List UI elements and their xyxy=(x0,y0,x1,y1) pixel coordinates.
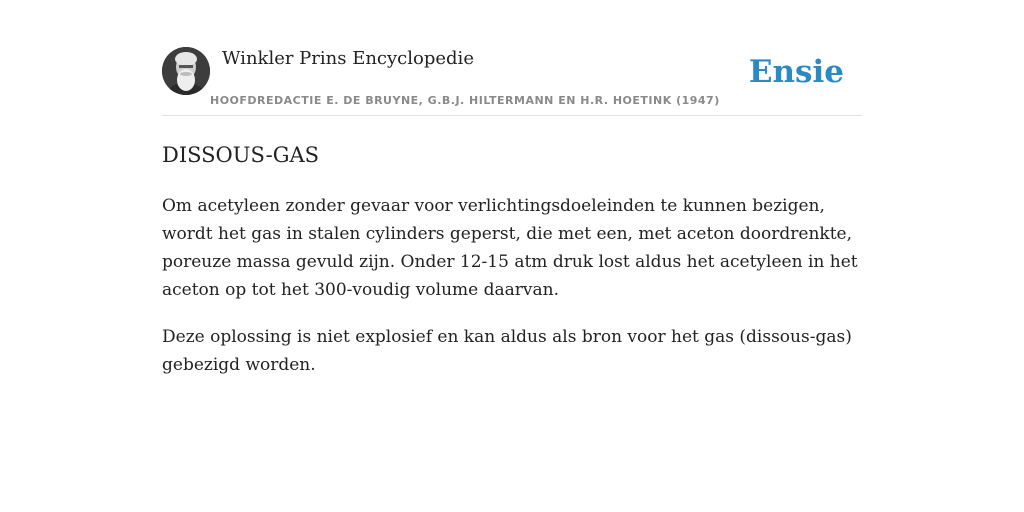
source-editors: HOOFDREDACTIE E. DE BRUYNE, G.B.J. HILTERMANN EN H.R. HOETINK (1947) xyxy=(210,94,720,107)
source-header xyxy=(162,44,862,116)
author-avatar[interactable] xyxy=(162,47,210,95)
bearded-man-portrait-icon xyxy=(162,47,210,95)
entry-paragraph: Om acetyleen zonder gevaar voor verlichtingsdoeleinden te kunnen bezigen, wordt het gas in stalen cylinders geperst, die met een, met aceton doordrenkte, poreuze massa gevuld zijn. Onder 12-15 atm druk lost aldus het acetyleen in het aceton op tot het 300-voudig volume daarvan. xyxy=(162,196,858,300)
entry-content xyxy=(162,192,862,398)
source-title-link[interactable]: Winkler Prins Encyclopedie xyxy=(222,48,474,69)
entry-paragraph: Deze oplossing is niet explosief en kan aldus als bron voor het gas (dissous-gas) gebezigd worden. xyxy=(162,327,852,375)
entry-title: DISSOUS-GAS xyxy=(162,143,320,167)
ensie-logo-link[interactable]: Ensie xyxy=(748,54,844,90)
